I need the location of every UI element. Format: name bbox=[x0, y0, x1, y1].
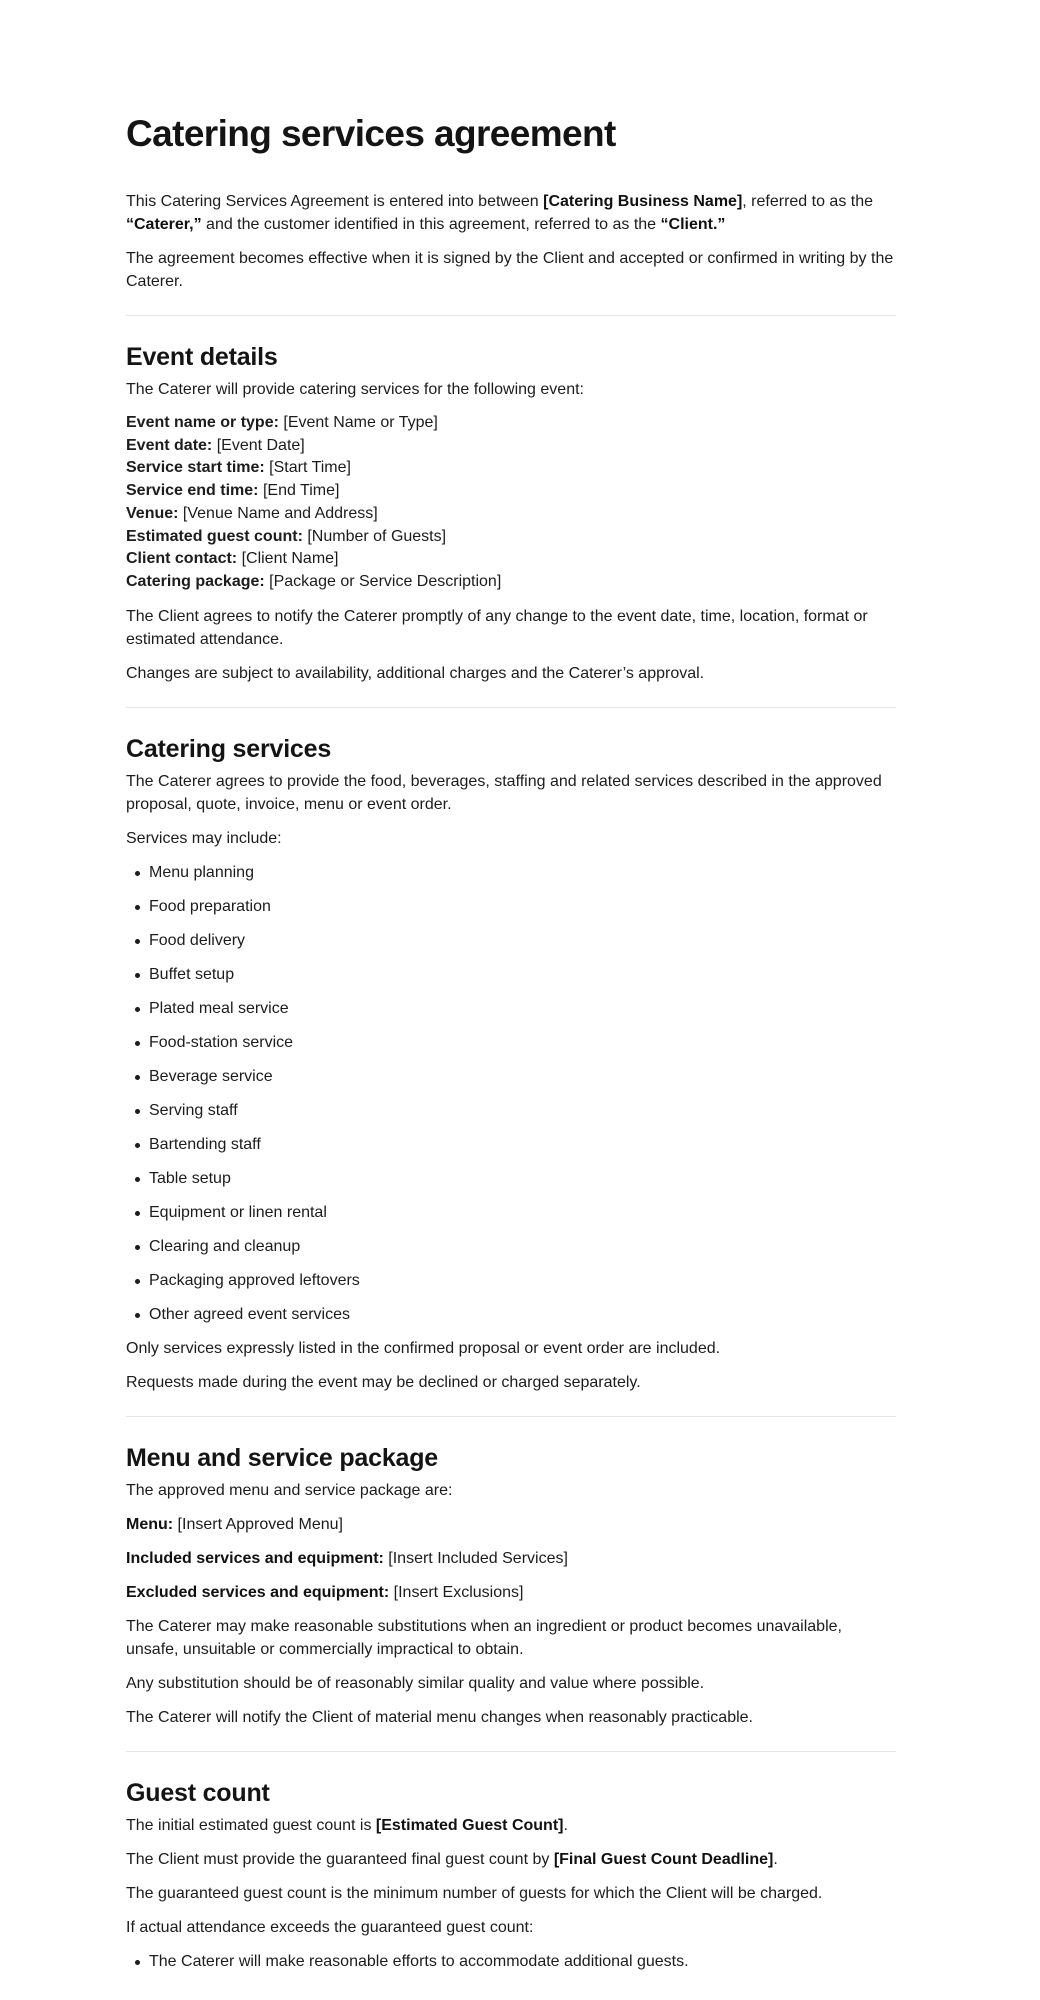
list-item: The Caterer will make reasonable efforts to accommodate additional guests. bbox=[126, 1950, 896, 1973]
list-item: Plated meal service bbox=[126, 997, 896, 1020]
catering-services-lead: The Caterer agrees to provide the food, beverages, staffing and related services described in the approved proposal, quote, invoice, menu or event order. bbox=[126, 772, 882, 813]
section-divider bbox=[126, 1416, 896, 1417]
catering-services-heading: Catering services bbox=[126, 734, 332, 763]
list-item: Equipment or linen rental bbox=[126, 1201, 896, 1224]
list-item: Food-station service bbox=[126, 1031, 896, 1054]
field-client-contact: Client contact: [Client Name] bbox=[126, 550, 339, 568]
list-item: Food delivery bbox=[126, 929, 896, 952]
included-field: Included services and equipment: [Insert Included Services] bbox=[126, 1549, 568, 1567]
section-divider bbox=[126, 707, 896, 708]
section-divider bbox=[126, 1751, 896, 1752]
services-list bbox=[126, 861, 896, 1326]
guest-minimum-paragraph: The guaranteed guest count is the minimum number of guests for which the Client will be charged. bbox=[126, 1884, 823, 1902]
event-details-lead: The Caterer will provide catering services for the following event: bbox=[126, 381, 584, 398]
substitution-paragraph: The Caterer may make reasonable substitutions when an ingredient or product becomes unavailable, unsafe, unsuitable or commercially impractical to obtain. bbox=[126, 1617, 842, 1658]
services-requests-paragraph: Requests made during the event may be declined or charged separately. bbox=[126, 1373, 641, 1391]
field-venue: Venue: [Venue Name and Address] bbox=[126, 504, 378, 522]
field-guest-count: Estimated guest count: [Number of Guests] bbox=[126, 527, 447, 545]
list-item: Packaging approved leftovers bbox=[126, 1269, 896, 1292]
agreement-document bbox=[126, 0, 896, 1973]
menu-package-lead: The approved menu and service package are: bbox=[126, 1481, 453, 1499]
list-item: Clearing and cleanup bbox=[126, 1235, 896, 1258]
guest-deadline-paragraph: The Client must provide the guaranteed final guest count by [Final Guest Count Deadline]. bbox=[126, 1850, 778, 1868]
guest-count-heading: Guest count bbox=[126, 1778, 270, 1807]
effective-paragraph: The agreement becomes effective when it is signed by the Client and accepted or confirmed in writing by the Caterer. bbox=[126, 250, 894, 290]
intro-paragraph: This Catering Services Agreement is entered into between [Catering Business Name], referred to as the “Caterer,” and the customer identified in this agreement, referred to as the “Client.” bbox=[126, 193, 874, 233]
menu-field: Menu: [Insert Approved Menu] bbox=[126, 1515, 343, 1533]
list-item: Menu planning bbox=[126, 861, 896, 884]
list-item: Serving staff bbox=[126, 1099, 896, 1122]
list-item: Buffet setup bbox=[126, 963, 896, 986]
event-details-heading: Event details bbox=[126, 343, 278, 371]
list-item: Beverage service bbox=[126, 1065, 896, 1088]
menu-package-heading: Menu and service package bbox=[126, 1443, 439, 1472]
guest-estimate-paragraph: The initial estimated guest count is [Estimated Guest Count]. bbox=[126, 1816, 568, 1834]
page-title: Catering services agreement bbox=[126, 113, 616, 154]
excluded-field: Excluded services and equipment: [Insert Exclusions] bbox=[126, 1583, 524, 1601]
field-start-time: Service start time: [Start Time] bbox=[126, 459, 351, 477]
section-divider bbox=[126, 315, 896, 316]
services-only-paragraph: Only services expressly listed in the confirmed proposal or event order are included. bbox=[126, 1339, 721, 1357]
guest-exceeds-paragraph: If actual attendance exceeds the guaranteed guest count: bbox=[126, 1918, 534, 1936]
list-item: Bartending staff bbox=[126, 1133, 896, 1156]
list-item: Food preparation bbox=[126, 895, 896, 918]
event-fields bbox=[126, 412, 896, 594]
field-catering-package: Catering package: [Package or Service Description] bbox=[126, 572, 502, 590]
field-end-time: Service end time: [End Time] bbox=[126, 482, 340, 500]
services-may-include: Services may include: bbox=[126, 829, 282, 847]
menu-notify-paragraph: The Caterer will notify the Client of material menu changes when reasonably practicable. bbox=[126, 1708, 753, 1726]
list-item: Table setup bbox=[126, 1167, 896, 1190]
guest-count-list bbox=[126, 1950, 896, 1973]
quality-paragraph: Any substitution should be of reasonably similar quality and value where possible. bbox=[126, 1674, 705, 1692]
event-notify-paragraph: The Client agrees to notify the Caterer promptly of any change to the event date, time, location, format or estimated attendance. bbox=[126, 607, 868, 648]
field-event-name: Event name or type: [Event Name or Type] bbox=[126, 414, 438, 431]
field-event-date: Event date: [Event Date] bbox=[126, 436, 305, 454]
list-item: Other agreed event services bbox=[126, 1303, 896, 1326]
event-changes-paragraph: Changes are subject to availability, additional charges and the Caterer’s approval. bbox=[126, 664, 705, 682]
